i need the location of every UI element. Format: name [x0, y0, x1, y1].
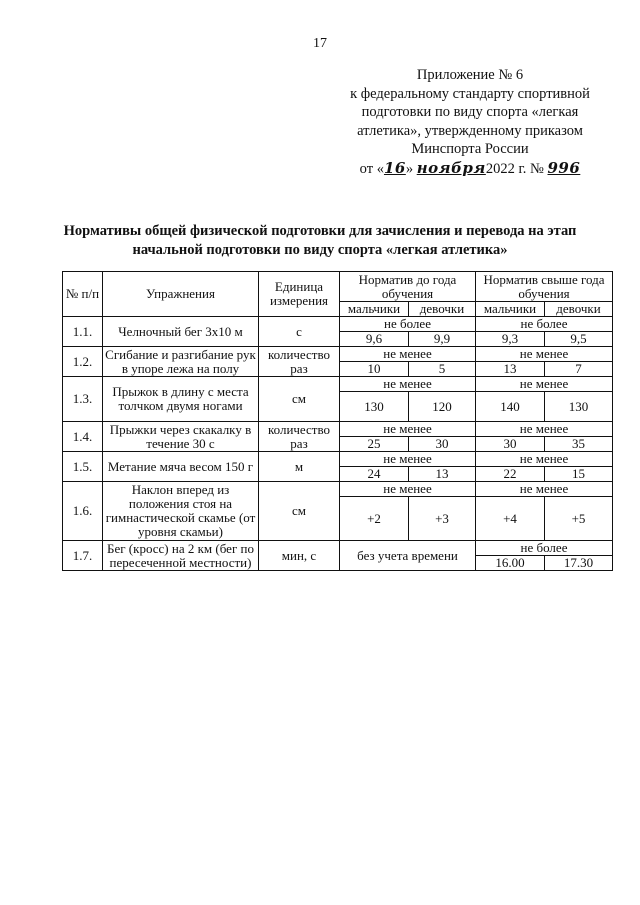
value-boys-over: 30: [476, 437, 545, 452]
page-number: 17: [313, 36, 327, 51]
appendix-line: к федеральному стандарту спортивной: [350, 85, 590, 102]
table-row: [63, 317, 613, 332]
value-girls-over: 15: [545, 467, 613, 482]
date-month-handwritten: ноября: [416, 158, 486, 177]
date-day-handwritten: 16: [383, 158, 406, 177]
row-exercise: Прыжок в длину с места толчком двумя ногами: [103, 377, 259, 422]
value-boys-over: 22: [476, 467, 545, 482]
row-exercise: Челночный бег 3х10 м: [103, 317, 259, 347]
header-norm-until-year: Норматив до года обучения: [340, 272, 476, 302]
row-unit: м: [259, 452, 340, 482]
row-unit: количество раз: [259, 422, 340, 452]
table-row: [63, 422, 613, 437]
value-boys-over: 140: [476, 392, 545, 422]
header-unit: Единица измерения: [259, 272, 340, 317]
order-date-line: [340, 159, 600, 179]
row-condition-over: не менее: [476, 422, 613, 437]
header-num: № п/п: [63, 272, 103, 317]
row-condition-until: не менее: [340, 347, 476, 362]
value-girls-until: +3: [409, 497, 476, 541]
date-prefix: от «: [359, 160, 384, 177]
row-num: 1.7.: [63, 541, 103, 571]
value-boys-until: 25: [340, 437, 409, 452]
row-condition-over: не менее: [476, 347, 613, 362]
value-girls-over: 7: [545, 362, 613, 377]
header-girls: девочки: [545, 302, 613, 317]
row-unit: мин, с: [259, 541, 340, 571]
table-row: [63, 452, 613, 467]
header-norm-over-year: Норматив свыше года обучения: [476, 272, 613, 302]
value-boys-until: 130: [340, 392, 409, 422]
row-num: 1.6.: [63, 482, 103, 541]
row-condition-over: не менее: [476, 452, 613, 467]
value-boys-until: 24: [340, 467, 409, 482]
header-boys: мальчики: [476, 302, 545, 317]
row-num: 1.4.: [63, 422, 103, 452]
document-title: [40, 222, 600, 260]
row-num: 1.3.: [63, 377, 103, 422]
table-row: [63, 347, 613, 362]
appendix-line: Приложение № 6: [416, 67, 524, 83]
table-row: [63, 541, 613, 556]
value-girls-until: 13: [409, 467, 476, 482]
row-condition-over: не менее: [476, 377, 613, 392]
row-num: 1.1.: [63, 317, 103, 347]
value-boys-until: 10: [340, 362, 409, 377]
value-girls-until: 120: [409, 392, 476, 422]
row-exercise: Сгибание и разгибание рук в упоре лежа на полу: [103, 347, 259, 377]
row-condition-over: не более: [476, 317, 613, 332]
row-until-merged: без учета времени: [340, 541, 476, 571]
row-exercise: Наклон вперед из положения стоя на гимнастической скамье (от уровня скамьи): [103, 482, 259, 541]
norms-table: [62, 271, 613, 571]
value-boys-over: +4: [476, 497, 545, 541]
row-condition-over: не более: [476, 541, 613, 556]
value-girls-until: 5: [409, 362, 476, 377]
appendix-line: атлетика», утвержденному приказом: [357, 122, 583, 139]
value-boys-until: +2: [340, 497, 409, 541]
value-boys-over: 13: [476, 362, 545, 377]
value-girls-over: +5: [545, 497, 613, 541]
value-girls-until: 9,9: [409, 332, 476, 347]
row-condition-until: не более: [340, 317, 476, 332]
order-number-handwritten: 996: [547, 158, 581, 177]
table-row: [63, 377, 613, 392]
row-unit: см: [259, 482, 340, 541]
value-girls-over: 35: [545, 437, 613, 452]
row-exercise: Прыжки через скакалку в течение 30 с: [103, 422, 259, 452]
table-row: [63, 482, 613, 497]
value-boys-until: 9,6: [340, 332, 409, 347]
header-boys: мальчики: [340, 302, 409, 317]
header-girls: девочки: [409, 302, 476, 317]
appendix-line: Минспорта России: [411, 141, 529, 157]
row-condition-until: не менее: [340, 482, 476, 497]
appendix-block: [340, 66, 600, 178]
row-unit: количество раз: [259, 347, 340, 377]
date-mid: »: [405, 160, 414, 177]
row-condition-until: не менее: [340, 377, 476, 392]
header-exercise: Упражнения: [103, 272, 259, 317]
row-condition-over: не менее: [476, 482, 613, 497]
value-girls-over: 130: [545, 392, 613, 422]
header-row: [63, 272, 613, 302]
row-condition-until: не менее: [340, 452, 476, 467]
row-unit: с: [259, 317, 340, 347]
row-unit: см: [259, 377, 340, 422]
row-num: 1.5.: [63, 452, 103, 482]
value-boys-over: 9,3: [476, 332, 545, 347]
appendix-line: подготовки по виду спорта «легкая: [361, 104, 579, 120]
value-girls-until: 30: [409, 437, 476, 452]
title-line-2: начальной подготовки по виду спорта «легкая атлетика»: [132, 242, 508, 258]
value-girls-over: 9,5: [545, 332, 613, 347]
row-num: 1.2.: [63, 347, 103, 377]
value-girls-over: 17.30: [545, 556, 613, 571]
title-line-1: Нормативы общей физической подготовки для зачисления и перевода на этап: [63, 223, 577, 239]
date-year: 2022 г. №: [485, 160, 544, 177]
value-boys-over: 16.00: [476, 556, 545, 571]
row-exercise: Бег (кросс) на 2 км (бег по пересеченной местности): [103, 541, 259, 571]
row-exercise: Метание мяча весом 150 г: [103, 452, 259, 482]
row-condition-until: не менее: [340, 422, 476, 437]
